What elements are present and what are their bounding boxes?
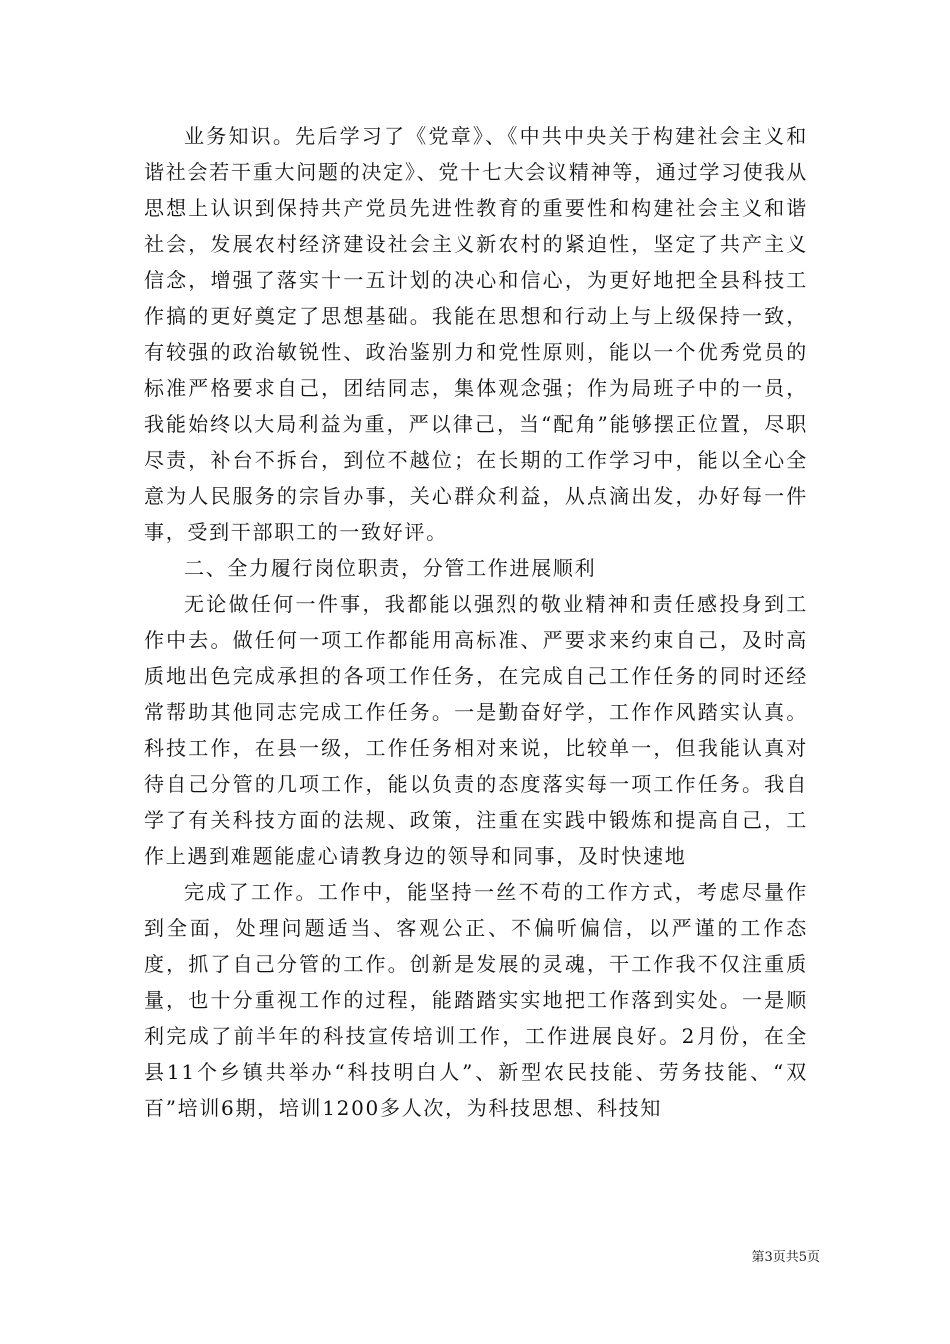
- paragraph-1: 业务知识。先后学习了《党章》、《中共中央关于构建社会主义和谐社会若干重大问题的决定》、党十七大会议精神等，通过学习使我从思想上认识到保持共产党员先进性教育的重要性和构建社会主义和谐社会，发展农村经济建设社会主义新农村的紧迫性，坚定了共产主义信念，增强了落实十一五计划的决心和信心，为更好地把全县科技工作搞的更好奠定了思想基础。我能在思想和行动上与上级保持一致，有较强的政治敏锐性、政治鉴别力和党性原则，能以一个优秀党员的标准严格要求自己，团结同志，集体观念强；作为局班子中的一员，我能始终以大局利益为重，严以律己，当“配角”能够摆正位置，尽职尽责，补台不拆台，到位不越位；在长期的工作学习中，能以全心全意为人民服务的宗旨办事，关心群众利益，从点滴出发，办好每一件事，受到干部职工的一致好评。: [144, 124, 808, 544]
- body-text: [144, 118, 808, 1126]
- section-heading: 二、全力履行岗位职责，分管工作进展顺利: [184, 556, 597, 580]
- paragraph-3: 完成了工作。工作中，能坚持一丝不苟的工作方式，考虑尽量作到全面，处理问题适当、客观公正、不偏听偏信，以严谨的工作态度，抓了自己分管的工作。创新是发展的灵魂，干工作我不仅注重质量，也十分重视工作的过程，能踏踏实实地把工作落到实处。一是顺利完成了前半年的科技宣传培训工作，工作进展良好。2月份，在全县11个乡镇共举办“科技明白人”、新型农民技能、劳务技能、“双百”培训6期，培训1200多人次，为科技思想、科技知: [144, 880, 808, 1120]
- page-number: 第3页共5页: [751, 1250, 820, 1265]
- paragraph-2: 无论做任何一件事，我都能以强烈的敬业精神和责任感投身到工作中去。做任何一项工作都能用高标准、严要求来约束自己，及时高质地出色完成承担的各项工作任务，在完成自己工作任务的同时还经常帮助其他同志完成工作任务。一是勤奋好学，工作作风踏实认真。科技工作，在县一级，工作任务相对来说，比较单一，但我能认真对待自己分管的几项工作，能以负责的态度落实每一项工作任务。我自学了有关科技方面的法规、政策，注重在实践中锻炼和提高自己，工作上遇到难题能虚心请教身边的领导和同事，及时快速地: [144, 592, 808, 868]
